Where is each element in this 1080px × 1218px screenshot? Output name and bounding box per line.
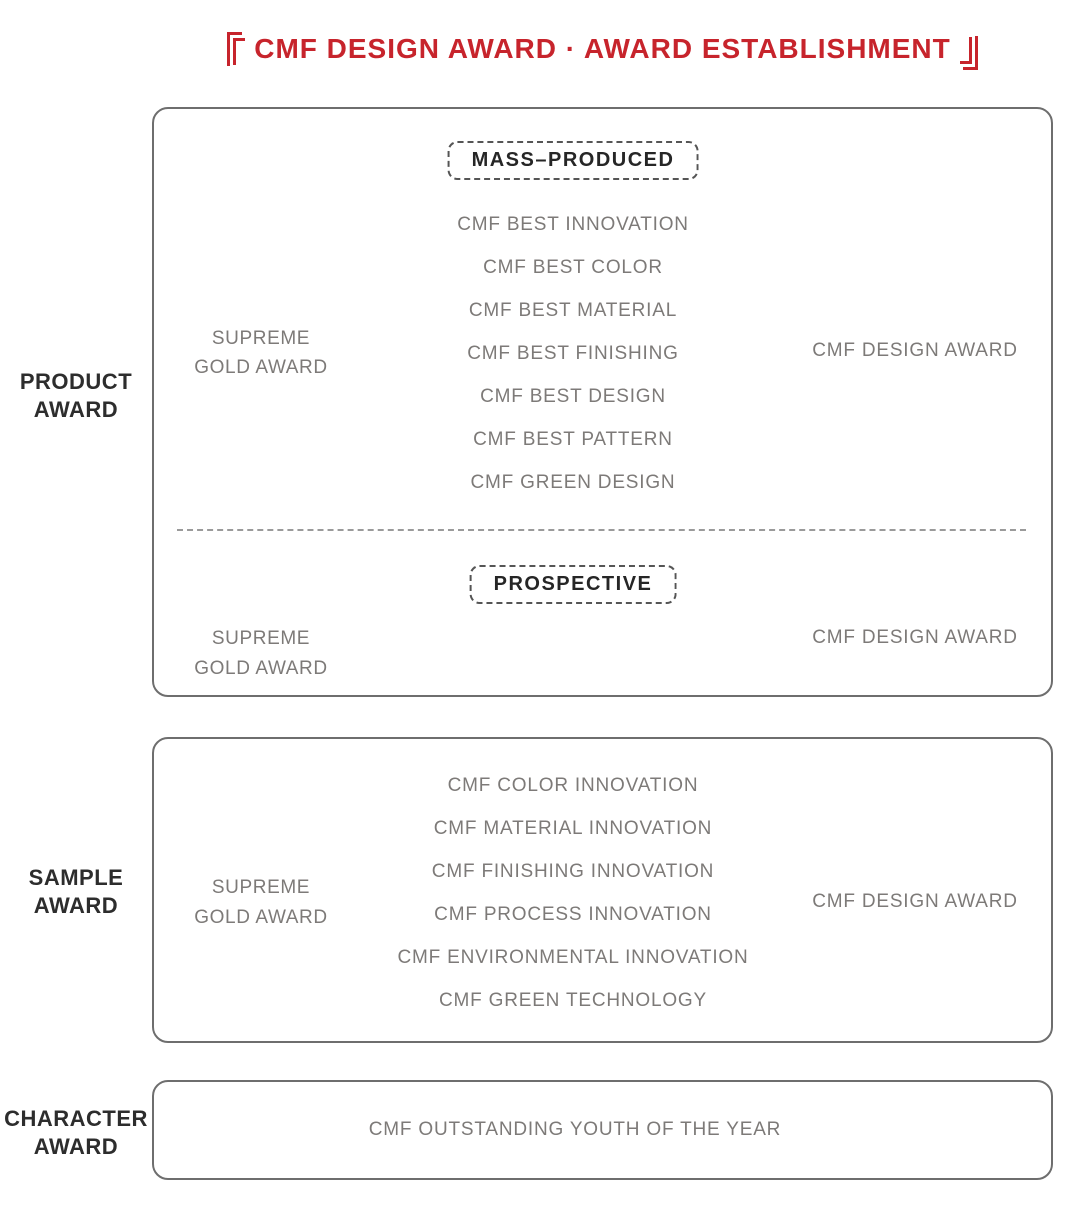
award-item: CMF BEST MATERIAL <box>468 300 678 321</box>
award-item: CMF BEST INNOVATION <box>457 214 689 235</box>
award-item: CMF BEST PATTERN <box>473 429 673 450</box>
sample-award-panel <box>152 737 1053 1043</box>
mass-produced-award-list <box>457 203 689 504</box>
product-award-label-line2: AWARD <box>33 397 119 422</box>
character-award-label <box>0 1105 152 1161</box>
award-item: CMF MATERIAL INNOVATION <box>433 818 713 839</box>
sample-cmf-design-award: CMF DESIGN AWARD <box>812 891 1018 912</box>
mass-produced-badge: MASS–PRODUCED <box>448 141 699 180</box>
character-award-panel <box>152 1080 1053 1180</box>
award-item: CMF BEST COLOR <box>483 257 663 278</box>
award-item: CMF BEST FINISHING <box>467 343 679 364</box>
gold-award-line: GOLD AWARD <box>194 907 328 928</box>
prospective-badge: PROSPECTIVE <box>470 565 677 604</box>
award-item: CMF BEST DESIGN <box>480 386 666 407</box>
award-item: CMF GREEN DESIGN <box>470 472 676 493</box>
gold-award-line: GOLD AWARD <box>194 658 328 679</box>
mass-produced-cmf-design-award: CMF DESIGN AWARD <box>812 340 1018 361</box>
prospective-cmf-design-award: CMF DESIGN AWARD <box>812 627 1018 648</box>
award-item: CMF FINISHING INNOVATION <box>431 861 715 882</box>
product-award-label-line1: PRODUCT <box>19 369 133 394</box>
award-item: CMF PROCESS INNOVATION <box>434 904 712 925</box>
prospective-supreme-gold-award <box>181 624 341 684</box>
supreme-line: SUPREME <box>211 328 311 349</box>
sample-award-list <box>397 764 748 1022</box>
supreme-line: SUPREME <box>211 628 311 649</box>
sample-award-label-line1: SAMPLE <box>28 865 124 890</box>
award-item: CMF GREEN TECHNOLOGY <box>439 990 707 1011</box>
award-item: CMF ENVIRONMENTAL INNOVATION <box>397 947 749 968</box>
page-header <box>152 28 1053 70</box>
award-item: CMF COLOR INNOVATION <box>447 775 699 796</box>
mass-produced-supreme-gold-award <box>181 324 341 382</box>
gold-award-line: GOLD AWARD <box>194 357 328 378</box>
sample-supreme-gold-award <box>181 873 341 933</box>
section-dashed-divider <box>177 529 1026 531</box>
product-award-panel <box>152 107 1053 697</box>
left-corner-bracket-icon <box>227 32 242 66</box>
sample-award-label <box>0 864 152 920</box>
product-award-label <box>0 368 152 424</box>
right-corner-bracket-icon <box>963 36 978 70</box>
sample-award-label-line2: AWARD <box>33 893 119 918</box>
character-award-label-line1: CHARACTER <box>4 1106 148 1131</box>
character-award-item: CMF OUTSTANDING YOUTH OF THE YEAR <box>368 1119 782 1140</box>
character-award-label-line2: AWARD <box>33 1134 119 1159</box>
page-title: CMF DESIGN AWARD · AWARD ESTABLISHMENT <box>254 33 951 64</box>
supreme-line: SUPREME <box>211 877 311 898</box>
